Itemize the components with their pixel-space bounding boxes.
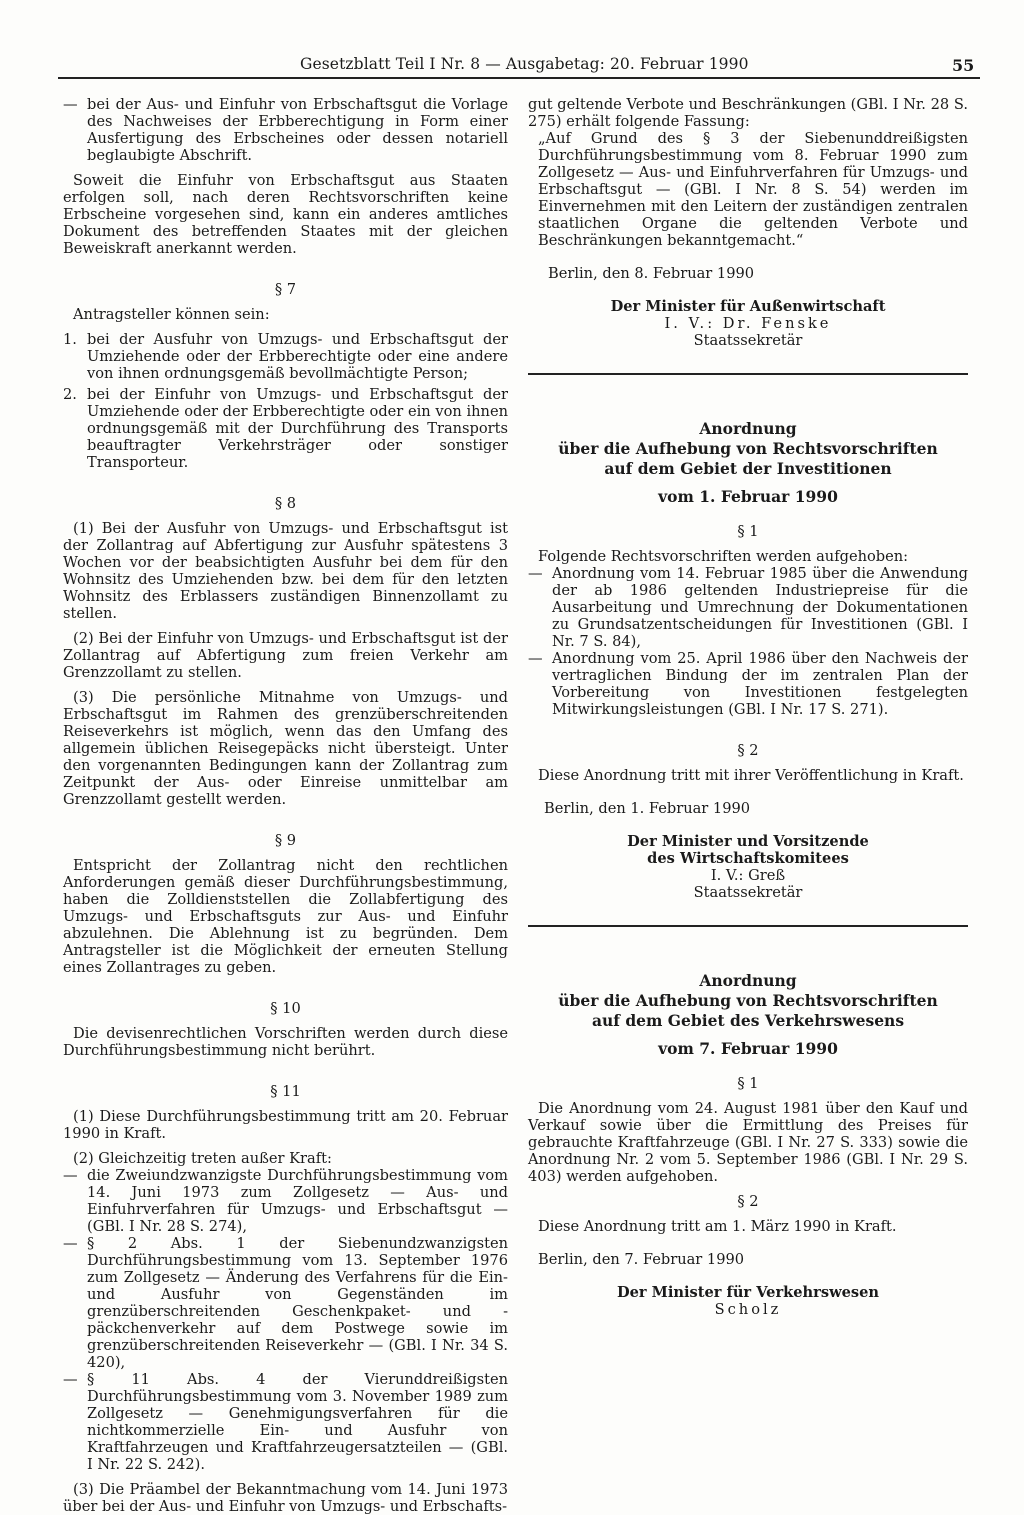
section-heading: § 2 [737, 742, 759, 759]
document-date: vom 1. Februar 1990 [658, 487, 838, 506]
list-item-text: § 11 Abs. 4 der Vierunddreißigsten Durchführungsbestimmung vom 3. November 1989 zum Zollgesetz — Genehmigungsverfahren für die nichtkommerzielle Ein- und Ausfuhr von Kraftfahrzeugen und Kraftfahrzeugersatzteilen — (GBl. I Nr. 22 S. 242). [87, 1371, 508, 1473]
document-title: Anordnung [699, 971, 797, 990]
list-item [528, 565, 968, 650]
right-column [528, 96, 968, 1318]
paragraph: Antragsteller können sein: [73, 306, 270, 323]
list-item-text: bei der Aus- und Einfuhr von Erbschaftsgut die Vorlage des Nachweises der Erbberechtigung in Form einer Ausfertigung des Erbscheines oder dessen notariell beglaubigte Abschrift. [87, 96, 508, 164]
dash-marker: — [528, 565, 543, 582]
list-item-text: bei der Ausfuhr von Umzugs- und Erbschaftsgut der Umziehende oder der Erbberechtigte oder eine andere von ihnen ordnungsgemäß bevollmächtigte Person; [87, 331, 508, 382]
section-heading: § 9 [274, 832, 297, 849]
signature-office: des Wirtschaftskomitees [647, 850, 849, 867]
signature-name: Scholz [714, 1301, 782, 1318]
document-date: vom 7. Februar 1990 [658, 1039, 838, 1058]
document-title: auf dem Gebiet der Investitionen [604, 459, 892, 478]
dash-marker: — [63, 96, 78, 113]
dash-marker: — [528, 650, 543, 667]
list-item [63, 1371, 508, 1473]
place-date: Berlin, den 7. Februar 1990 [538, 1251, 745, 1268]
left-column [63, 96, 508, 1515]
paragraph: (2) Gleichzeitig treten außer Kraft: [73, 1150, 332, 1167]
signature-office: Der Minister für Verkehrswesen [616, 1284, 880, 1301]
signature-name: I. V.: Dr. Fenske [664, 315, 832, 332]
signature-office: Der Minister und Vorsitzende [627, 833, 869, 850]
paragraph: Soweit die Einfuhr von Erbschaftsgut aus Staaten erfolgen soll, nach deren Rechtsvorschriften keine Erbscheine vorgesehen sind, kann ein anderes amtliches Dokument des betreffenden Staates mit der gleichen Beweiskraft anerkannt werden. [63, 172, 508, 257]
dash-marker: — [63, 1167, 78, 1184]
dash-marker: — [63, 1235, 78, 1252]
quoted-text: „Auf Grund des § 3 der Siebenunddreißigsten Durchführungsbestimmung vom 8. Februar 1990 zum Zollgesetz — Aus- und Einfuhrverfahren für Umzugs- und Erbschaftsgut — (GBl. I Nr. 8 S. 54) werden im Einvernehmen mit den Leitern der zuständigen zentralen staatlichen Organe die geltenden Verbote und Beschränkungen bekanntgemacht.“ [538, 130, 968, 249]
section-heading: § 10 [270, 1000, 301, 1017]
list-item [528, 650, 968, 718]
list-item [63, 1167, 508, 1235]
document-title: über die Aufhebung von Rechtsvorschriften [558, 439, 938, 458]
paragraph: (3) Die persönliche Mitnahme von Umzugs- und Erbschaftsgut im Rahmen des grenzüberschreitenden Reiseverkehrs ist möglich, wenn das den Umfang des allgemein üblichen Reisegepäcks nicht übersteigt. Unter den vorgenannten Bedingungen kann der Zollantrag zum Zeitpunkt der Aus- oder Einreise unmittelbar am Grenzzollamt gestellt werden. [63, 689, 508, 808]
signature-office: Der Minister für Außenwirtschaft [610, 298, 886, 315]
section-heading: § 1 [737, 1075, 759, 1092]
list-marker: 2. [63, 386, 77, 403]
paragraph: (1) Bei der Ausfuhr von Umzugs- und Erbschaftsgut ist der Zollantrag auf Abfertigung zur Ausfuhr spätestens 3 Wochen vor der beabsichtigten Ausfuhr bei dem für den Wohnsitz des Umziehenden bzw. bei dem für den letzten Wohnsitz des Erblassers zuständigen Binnenzollamt zu stellen. [63, 520, 508, 622]
page-number: 55 [952, 56, 975, 75]
document-title: auf dem Gebiet des Verkehrswesens [591, 1011, 905, 1030]
section-heading: § 11 [270, 1083, 301, 1100]
list-item [63, 96, 508, 164]
dash-marker: — [63, 1371, 78, 1388]
header-rule [58, 77, 980, 79]
signature-name: I. V.: Greß [710, 867, 786, 884]
paragraph: (3) Die Präambel der Bekanntmachung vom 14. Juni 1973 über bei der Aus- und Einfuhr von Umzugs- und Erbschafts- [63, 1481, 508, 1515]
paragraph: Die devisenrechtlichen Vorschriften werden durch diese Durchführungsbestimmung nicht berührt. [63, 1025, 508, 1059]
list-marker: 1. [63, 331, 77, 348]
signature-role: Staatssekretär [693, 884, 803, 901]
paragraph: Diese Anordnung tritt mit ihrer Veröffentlichung in Kraft. [538, 767, 964, 784]
paragraph: gut geltende Verbote und Beschränkungen (GBl. I Nr. 28 S. 275) erhält folgende Fassung: [528, 96, 968, 130]
list-item-text: die Zweiundzwanzigste Durchführungsbestimmung vom 14. Juni 1973 zum Zollgesetz — Aus- und Einfuhrverfahren für Umzugs- und Erbschaftsgut — (GBl. I Nr. 28 S. 274), [87, 1167, 508, 1235]
section-heading: § 1 [737, 523, 759, 540]
place-date: Berlin, den 8. Februar 1990 [548, 265, 755, 282]
paragraph: Diese Anordnung tritt am 1. März 1990 in Kraft. [538, 1218, 897, 1235]
section-heading: § 8 [274, 495, 297, 512]
document-title: über die Aufhebung von Rechtsvorschriften [558, 991, 938, 1010]
gazette-header-title: Gesetzblatt Teil I Nr. 8 — Ausgabetag: 20. Februar 1990 [300, 55, 749, 73]
list-item [63, 1235, 508, 1371]
signature-role: Staatssekretär [693, 332, 803, 349]
document-title: Anordnung [699, 419, 797, 438]
section-heading: § 7 [274, 281, 297, 298]
paragraph: Folgende Rechtsvorschriften werden aufgehoben: [538, 548, 909, 565]
list-item [63, 331, 508, 382]
list-item [63, 386, 508, 471]
list-item-text: § 2 Abs. 1 der Siebenundzwanzigsten Durchführungsbestimmung vom 13. September 1976 zum Zollgesetz — Änderung des Verfahrens für die Ein- und Ausfuhr von Gegenständen im grenzüberschreitenden Geschenkpaket- und -päckchenverkehr auf dem Postwege sowie im grenzüberschreitenden Reiseverkehr — (GBl. I Nr. 34 S. 420), [87, 1235, 508, 1371]
list-item-text: Anordnung vom 25. April 1986 über den Nachweis der vertraglichen Bindung der im zentralen Plan der Vorbereitung von Investitionen festgelegten Mitwirkungsleistungen (GBl. I Nr. 17 S. 271). [552, 650, 968, 718]
paragraph: (2) Bei der Einfuhr von Umzugs- und Erbschaftsgut ist der Zollantrag auf Abfertigung zum freien Verkehr am Grenzzollamt zu stellen. [63, 630, 508, 681]
page-header [0, 0, 1024, 80]
list-item-text: Anordnung vom 14. Februar 1985 über die Anwendung der ab 1986 geltenden Industriepreise für die Ausarbeitung und Umrechnung der Dokumentationen zu Grundsatzentscheidungen für Investitionen (GBl. I Nr. 7 S. 84), [552, 565, 968, 650]
section-heading: § 2 [737, 1193, 759, 1210]
paragraph: Die Anordnung vom 24. August 1981 über den Kauf und Verkauf sowie über die Ermittlung des Preises für gebrauchte Kraftfahrzeuge (GBl. I Nr. 27 S. 333) sowie die Anordnung Nr. 2 vom 5. September 1986 (GBl. I Nr. 29 S. 403) werden aufgehoben. [528, 1100, 968, 1185]
paragraph: (1) Diese Durchführungsbestimmung tritt am 20. Februar 1990 in Kraft. [63, 1108, 508, 1142]
place-date: Berlin, den 1. Februar 1990 [544, 800, 751, 817]
list-item-text: bei der Einfuhr von Umzugs- und Erbschaftsgut der Umziehende oder der Erbberechtigte oder ein von ihnen ordnungsgemäß mit der Durchführung des Transports beauftragter Verkehrsträger oder sonstiger Transporteur. [87, 386, 508, 471]
paragraph: Entspricht der Zollantrag nicht den rechtlichen Anforderungen gemäß dieser Durchführungsbestimmung, haben die Zolldienststellen die Zollabfertigung des Umzugs- und Erbschaftsguts zur Aus- und Einfuhr abzulehnen. Die Ablehnung ist zu begründen. Dem Antragsteller ist die Möglichkeit der erneuten Stellung eines Zollantrages zu geben. [63, 857, 508, 976]
